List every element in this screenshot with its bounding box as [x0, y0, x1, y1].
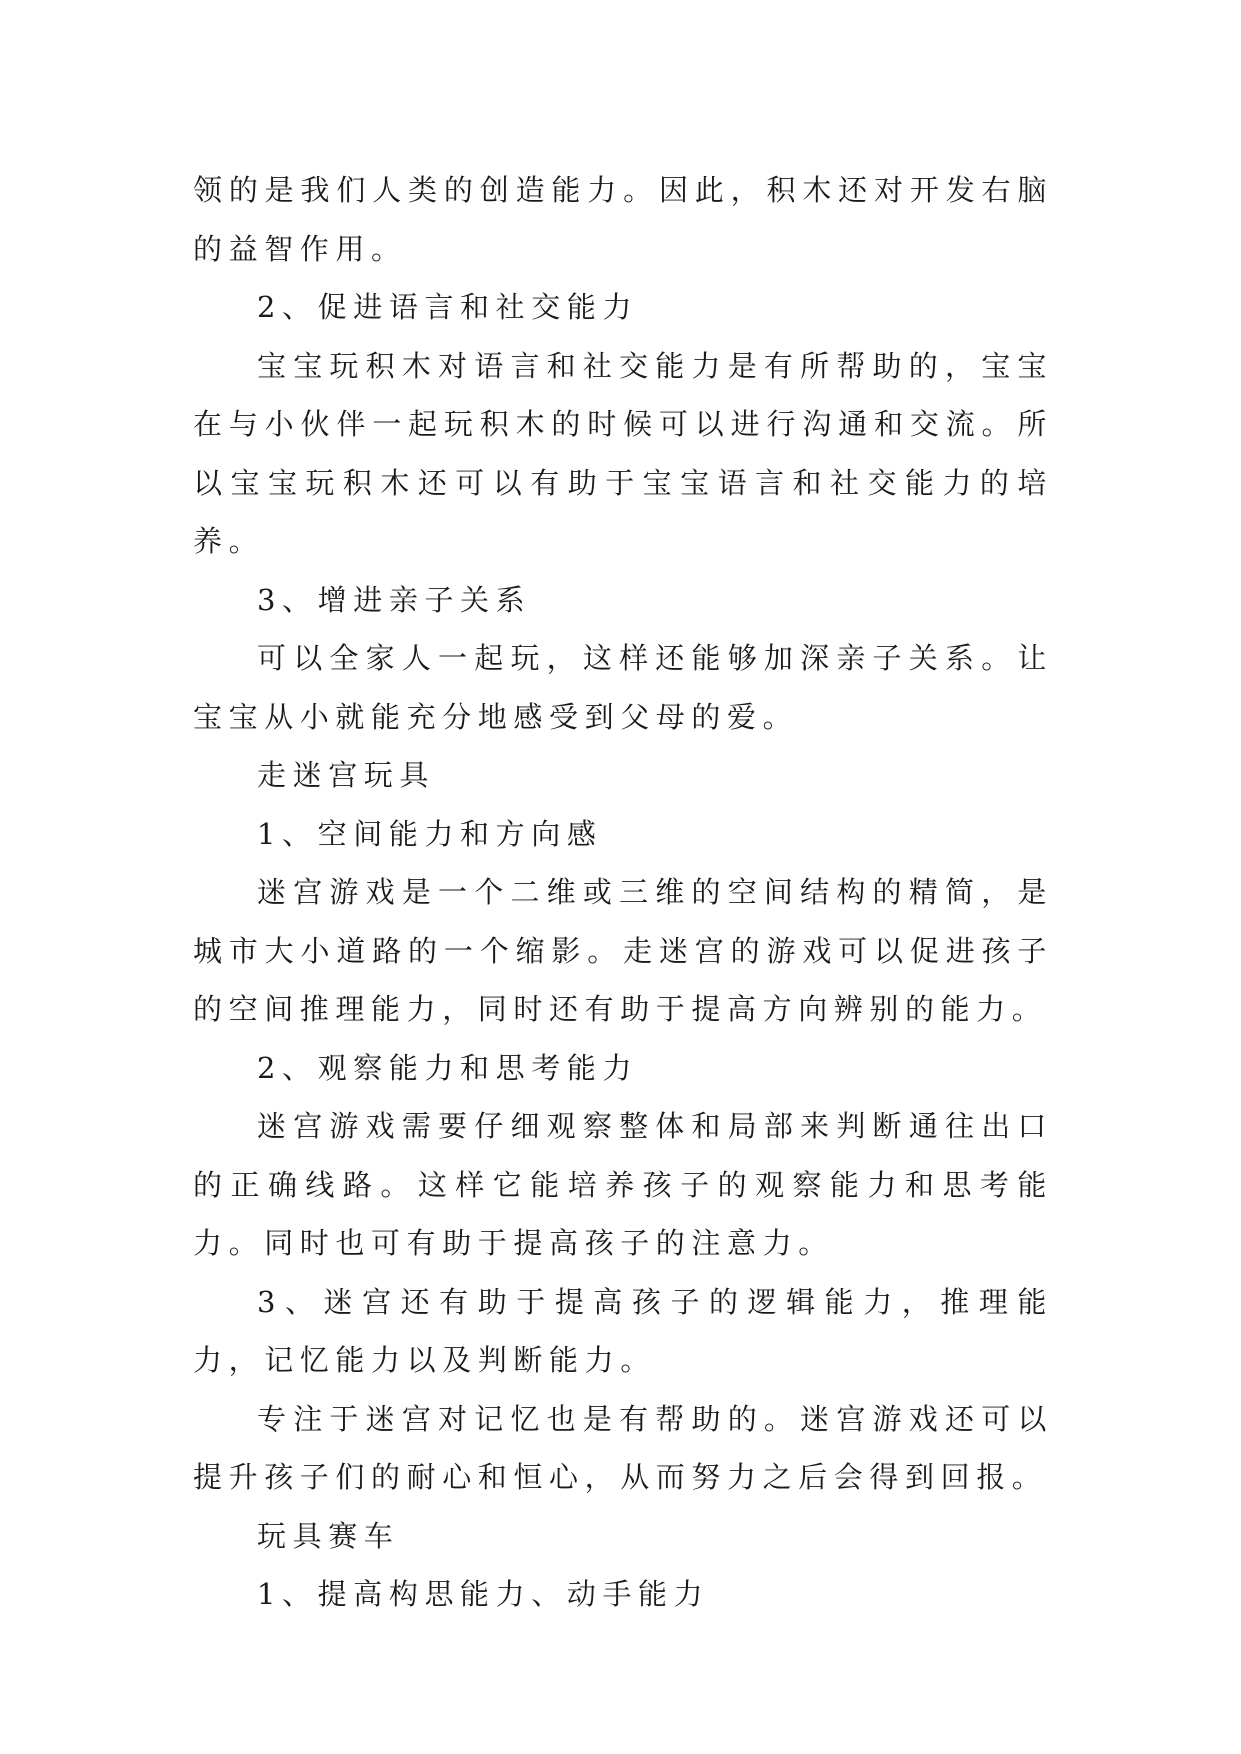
document-body [193, 161, 1053, 1624]
section-heading: 1、提高构思能力、动手能力 [257, 1577, 710, 1611]
section-heading: 2、观察能力和思考能力 [257, 1050, 639, 1085]
section-heading: 3、增进亲子关系 [257, 582, 532, 617]
paragraph: 迷宫游戏是一个二维或三维的空间结构的精简，是城市大小道路的一个缩影。走迷宫的游戏可以促进孩子的空间推理能力，同时还有助于提高方向辨别的能力。 [193, 875, 1053, 1026]
section-heading: 1、空间能力和方向感 [257, 816, 603, 851]
section-heading: 2、促进语言和社交能力 [257, 290, 639, 324]
paragraph: 领的是我们人类的创造能力。因此，积木还对开发右脑的益智作用。 [193, 173, 1053, 266]
paragraph: 专注于迷宫对记忆也是有帮助的。迷宫游戏还可以提升孩子们的耐心和恒心，从而努力之后会得到回报。 [193, 1401, 1053, 1494]
paragraph: 迷宫游戏需要仔细观察整体和局部来判断通往出口的正确线路。这样它能培养孩子的观察能力和思考能力。同时也可有助于提高孩子的注意力。 [193, 1109, 1053, 1260]
paragraph: 可以全家人一起玩，这样还能够加深亲子关系。让宝宝从小就能充分地感受到父母的爱。 [193, 641, 1053, 734]
topic-heading: 玩具赛车 [257, 1518, 400, 1553]
topic-heading: 走迷宫玩具 [257, 758, 436, 792]
section-heading: 3、迷宫还有助于提高孩子的逻辑能力，推理能力，记忆能力以及判断能力。 [193, 1284, 1053, 1377]
paragraph: 宝宝玩积木对语言和社交能力是有所帮助的，宝宝在与小伙伴一起玩积木的时候可以进行沟通和交流。所以宝宝玩积木还可以有助于宝宝语言和社交能力的培养。 [193, 348, 1053, 558]
